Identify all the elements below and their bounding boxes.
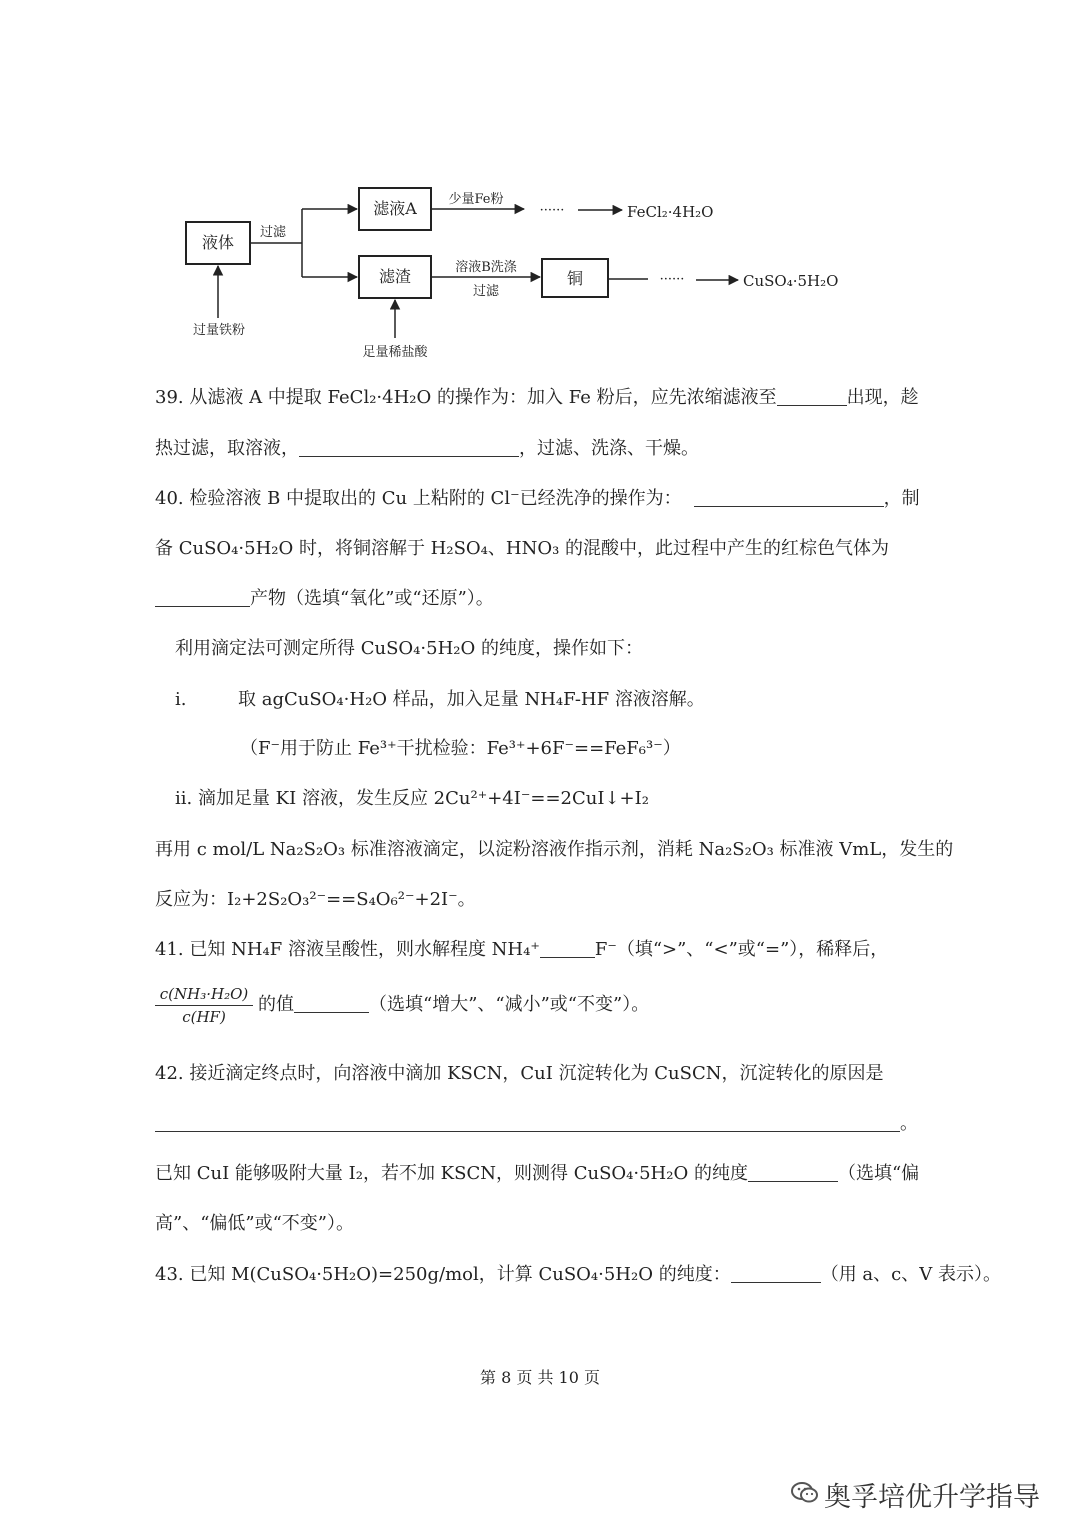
q42-text-d: （选填“偏 (837, 1163, 920, 1184)
q39-text-c: 热过滤，取溶液， (155, 438, 299, 459)
q41-blank-1[interactable] (540, 939, 595, 958)
q42-blank-2[interactable] (748, 1163, 838, 1182)
dots-2: ······ (659, 272, 685, 287)
excess-hcl-label: 足量稀盐酸 (362, 345, 428, 360)
fraction-denominator: c(HF) (182, 1008, 226, 1026)
q43-blank[interactable] (731, 1264, 821, 1283)
step-i-content: 取 agCuSO₄·H₂O 样品，加入足量 NH₄F-HF 溶液溶解。 (238, 689, 705, 710)
titration-line1 (155, 838, 953, 862)
fraction-numerator: c(NH₃·H₂O) (155, 985, 253, 1006)
filtrate-a-label: 滤液A (373, 199, 417, 218)
q40-line1 (155, 487, 920, 511)
watermark-text: 奥孚培优升学指导 (824, 1482, 1040, 1513)
titration-text-2: 反应为：I₂+2S₂O₃²⁻==S₄O₆²⁻+2I⁻。 (155, 889, 476, 910)
titration-intro (175, 637, 643, 661)
q42-text-a: 42. 接近滴定终点时，向溶液中滴加 KSCN，CuI 沉淀转化为 CuSCN，沉淀转化的原因是 (155, 1063, 884, 1084)
q40-text-a: 40. 检验溶液 B 中提取出的 Cu 上粘附的 Cl⁻已经洗净的操作为： (155, 488, 682, 509)
step-i-number: i. (175, 689, 187, 710)
q41-text-b: F⁻（填“>”、“<”或“=”），稀释后， (594, 939, 889, 960)
q42-blank-1[interactable] (155, 1113, 900, 1132)
q42-line2 (155, 1112, 918, 1136)
q39-text-a: 39. 从滤液 A 中提取 FeCl₂·4H₂O 的操作为：加入 Fe 粉后，应先浓缩滤液至 (155, 387, 777, 408)
page-number: 第 8 页 共 10 页 (480, 1368, 600, 1387)
q40-text-c: 备 CuSO₄·5H₂O 时，将铜溶解于 H₂SO₄、HNO₃ 的混酸中，此过程中产生的红棕色气体为 (155, 538, 890, 559)
q43-text-a: 43. 已知 M(CuSO₄·5H₂O)=250g/mol，计算 CuSO₄·5H₂O 的纯度： (155, 1264, 731, 1285)
watermark (790, 1475, 1040, 1514)
intro-text: 利用滴定法可测定所得 CuSO₄·5H₂O 的纯度，操作如下： (175, 638, 643, 659)
titration-line2 (155, 888, 476, 912)
q39-blank-2[interactable] (299, 438, 519, 457)
step-i-text (238, 688, 705, 712)
q41-text-d: （选填“增大”、“减小”或“不变”）。 (369, 994, 650, 1015)
step-ii-text: ii. 滴加足量 KI 溶液，发生反应 2Cu²⁺+4I⁻==2CuI↓+I₂ (175, 788, 649, 809)
step-i (175, 688, 186, 712)
page-footer (0, 1365, 1080, 1388)
step-ii (175, 787, 649, 811)
wash-b-label: 溶液B洗涤 (455, 260, 517, 275)
q41-text-c: 的值 (258, 994, 294, 1015)
q42-line1 (155, 1062, 884, 1086)
filter-label: 过滤 (259, 225, 287, 240)
flowchart (0, 0, 1080, 380)
q40-blank-1[interactable] (694, 488, 884, 507)
little-fe-label: 少量Fe粉 (448, 192, 504, 207)
filter2-label: 过滤 (472, 284, 500, 299)
q43-line (155, 1263, 1001, 1287)
wechat-icon (790, 1480, 820, 1513)
q41-line2 (258, 993, 649, 1017)
q43-text-b: （用 a、c、V 表示）。 (820, 1264, 1001, 1285)
q40-line3 (155, 587, 494, 611)
q40-text-b: ，制 (883, 488, 920, 509)
product-cuso4: CuSO₄·5H₂O (743, 272, 839, 290)
product-fecl2: FeCl₂·4H₂O (627, 203, 714, 221)
dots-1: ······ (539, 203, 565, 218)
titration-text-1: 再用 c mol/L Na₂S₂O₃ 标准溶液滴定，以淀粉溶液作指示剂，消耗 Na₂S₂O₃ 标准液 VmL，发生的 (155, 839, 954, 860)
q39-text-b: 出现，趁 (846, 387, 919, 408)
excess-iron-label: 过量铁粉 (192, 323, 246, 338)
q39-text-d: ，过滤、洗涤、干燥。 (519, 438, 699, 459)
q42-text-c: 已知 CuI 能够吸附大量 I₂，若不加 KSCN，则测得 CuSO₄·5H₂O 的纯度 (155, 1163, 748, 1184)
q39-line2 (155, 437, 699, 461)
q39-line1 (155, 386, 919, 410)
step-i-note (240, 737, 681, 761)
q41-text-a: 41. 已知 NH₄F 溶液呈酸性，则水解程度 NH₄⁺ (155, 939, 540, 960)
fraction (155, 985, 253, 1026)
q40-line2 (155, 537, 889, 561)
q41-line1 (155, 938, 888, 962)
step-i-note-text: （F⁻用于防止 Fe³⁺干扰检验：Fe³⁺+6F⁻==FeF₆³⁻） (240, 738, 681, 759)
q40-text-d: 产物（选填“氧化”或“还原”）。 (250, 588, 494, 609)
q42-text-b: 。 (900, 1113, 918, 1134)
q39-blank-1[interactable] (777, 387, 847, 406)
q41-blank-2[interactable] (294, 994, 369, 1013)
residue-label: 滤渣 (378, 267, 412, 286)
q42-line3 (155, 1162, 919, 1186)
q42-text-e: 高”、“偏低”或“不变”）。 (155, 1213, 355, 1234)
liquid-label: 液体 (201, 233, 235, 252)
q42-line4 (155, 1212, 354, 1236)
q40-blank-2[interactable] (155, 588, 250, 607)
copper-label: 铜 (566, 269, 584, 288)
